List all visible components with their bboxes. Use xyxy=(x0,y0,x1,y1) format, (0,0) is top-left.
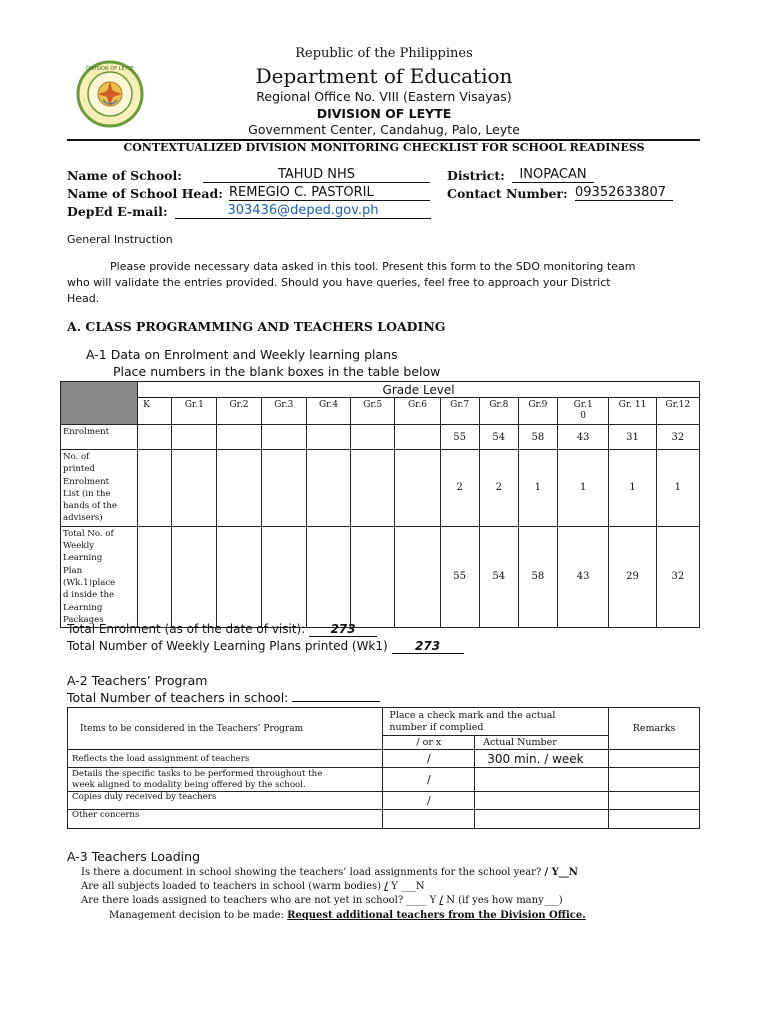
a3-question-1 xyxy=(81,867,578,878)
instruction-line-3: Head. xyxy=(67,292,100,305)
total-enrolment-line xyxy=(67,622,377,637)
grade-header: Gr.2 xyxy=(217,398,261,425)
col-header-check-line2: number if complied xyxy=(389,721,484,733)
printed-list-cell[interactable] xyxy=(351,450,395,527)
total-wlp-line xyxy=(67,639,464,654)
printed-list-cell[interactable] xyxy=(138,450,172,527)
enrolment-cell[interactable] xyxy=(306,425,350,450)
section-a-title: A. CLASS PROGRAMMING AND TEACHERS LOADING xyxy=(67,319,446,334)
table-row-printed-list xyxy=(61,450,700,527)
table-row xyxy=(68,810,700,829)
printed-list-cell[interactable]: 2 xyxy=(479,450,518,527)
enrolment-cell[interactable]: 55 xyxy=(440,425,479,450)
school-label: Name of School: xyxy=(67,168,182,183)
grade-header: K xyxy=(138,398,172,425)
a3-q2-rest[interactable]: Y ___N xyxy=(391,881,425,892)
teachers-program-table xyxy=(67,707,700,829)
decision-label: Management decision to be made: xyxy=(109,910,284,921)
col-header-items: Items to be considered in the Teachers’ Program xyxy=(68,708,383,750)
a2-total-line xyxy=(67,690,380,705)
grade-header: Gr.6 xyxy=(395,398,440,425)
program-item: Copies duly received by teachers xyxy=(68,792,383,810)
grade-header: Gr. 11 xyxy=(609,398,656,425)
wlp-cell[interactable]: 55 xyxy=(440,526,479,627)
row-label-line: Weekly xyxy=(63,541,95,552)
enrolment-cell[interactable]: 31 xyxy=(609,425,656,450)
row-label-line: No. of xyxy=(63,452,90,462)
grade-header: Gr.3 xyxy=(261,398,306,425)
wlp-cell[interactable]: 32 xyxy=(656,526,699,627)
col-header-mark: / or x xyxy=(383,736,475,750)
row-label-line: Packages xyxy=(63,614,104,625)
program-actual[interactable]: 300 min. / week xyxy=(475,750,609,768)
republic-line: Republic of the Philippines xyxy=(295,46,473,61)
form-title: CONTEXTUALIZED DIVISION MONITORING CHECKLIST FOR SCHOOL READINESS xyxy=(123,141,645,154)
total-enrolment-value[interactable]: 273 xyxy=(309,622,377,637)
wlp-cell[interactable] xyxy=(172,526,217,627)
department-title: Department of Education xyxy=(255,64,513,88)
region-line: Regional Office No. VIII (Eastern Visayas) xyxy=(256,89,512,104)
program-mark[interactable]: / xyxy=(383,768,475,792)
col-header-remarks: Remarks xyxy=(609,708,700,750)
printed-list-cell[interactable] xyxy=(261,450,306,527)
table-row xyxy=(68,792,700,810)
grade-header: Gr.8 xyxy=(479,398,518,425)
instruction-heading: General Instruction xyxy=(67,233,173,246)
row-label-line: Learning xyxy=(63,602,103,613)
printed-list-cell[interactable]: 1 xyxy=(656,450,699,527)
program-remarks[interactable] xyxy=(609,792,700,810)
enrolment-cell[interactable] xyxy=(172,425,217,450)
total-wlp-label: Total Number of Weekly Learning Plans printed (Wk1) xyxy=(67,639,388,653)
wlp-cell[interactable]: 43 xyxy=(557,526,608,627)
printed-list-cell[interactable] xyxy=(172,450,217,527)
program-remarks[interactable] xyxy=(609,750,700,768)
a3-question-3 xyxy=(81,895,563,906)
program-item: Reflects the load assignment of teachers xyxy=(68,750,383,768)
table-row xyxy=(68,750,700,768)
grade-header: Gr.7 xyxy=(440,398,479,425)
a3-q2-text: Are all subjects loaded to teachers in school (warm bodies) xyxy=(81,881,382,892)
a3-title: A-3 Teachers Loading xyxy=(67,849,201,864)
grade-header-10-line2: 0 xyxy=(580,411,586,421)
school-value: TAHUD NHS xyxy=(203,168,430,183)
enrolment-cell[interactable] xyxy=(261,425,306,450)
grade-level-header: Grade Level xyxy=(138,382,700,398)
table-row-enrolment xyxy=(61,425,700,450)
row-label-line: hands of the xyxy=(63,501,117,512)
grade-header: Gr.4 xyxy=(306,398,350,425)
contact-label: Contact Number: xyxy=(447,186,568,201)
program-item-line: week aligned to modality being offered by the school. xyxy=(72,779,306,790)
decision-value[interactable]: Request additional teachers from the Division Office. xyxy=(287,910,586,921)
wlp-cell[interactable] xyxy=(261,526,306,627)
program-mark[interactable] xyxy=(383,810,475,829)
row-label-line: printed xyxy=(63,464,95,475)
row-label-line: advisers) xyxy=(63,513,103,524)
grade-header: Gr.5 xyxy=(351,398,395,425)
enrolment-cell[interactable] xyxy=(217,425,261,450)
row-label-printed-list xyxy=(61,450,138,527)
a2-total-label: Total Number of teachers in school: xyxy=(67,690,289,705)
printed-list-cell[interactable]: 2 xyxy=(440,450,479,527)
program-actual[interactable] xyxy=(475,792,609,810)
total-wlp-value[interactable]: 273 xyxy=(392,639,464,654)
email-value-field xyxy=(175,203,431,219)
row-label-line: Enrolment xyxy=(63,476,110,487)
col-header-check-line1: Place a check mark and the actual xyxy=(389,709,556,721)
printed-list-cell[interactable]: 1 xyxy=(518,450,557,527)
a1-subtitle: Place numbers in the blank boxes in the table below xyxy=(113,364,441,379)
management-decision xyxy=(109,910,586,921)
grade-header-10-line1: Gr.1 xyxy=(573,400,593,410)
program-mark[interactable]: / xyxy=(383,792,475,810)
email-label: DepEd E-mail xyxy=(67,204,163,219)
a3-q3-rest[interactable]: N (if yes how many___) xyxy=(446,895,563,906)
division-line: DIVISION OF LEYTE xyxy=(316,106,452,121)
row-label-line: Plan xyxy=(63,565,83,576)
total-enrolment-label: Total Enrolment (as of the date of visit): xyxy=(67,622,306,636)
col-header-actual: Actual Number xyxy=(475,736,609,750)
program-item: Other concerns xyxy=(68,810,383,829)
wlp-cell[interactable]: 58 xyxy=(518,526,557,627)
address-line: Government Center, Candahug, Palo, Leyte xyxy=(248,122,520,137)
row-label-line: d inside the xyxy=(63,590,115,601)
printed-list-cell[interactable] xyxy=(217,450,261,527)
wlp-cell[interactable]: 29 xyxy=(609,526,656,627)
a3-q3-text: Are there loads assigned to teachers who are not yet in school? ____ Y xyxy=(81,895,437,906)
contact-value-field xyxy=(575,185,673,201)
a2-title: A-2 Teachers’ Program xyxy=(67,673,208,688)
a1-title: A-1 Data on Enrolment and Weekly learning plans xyxy=(86,347,398,362)
a3-question-2 xyxy=(81,881,425,892)
enrolment-cell[interactable]: 32 xyxy=(656,425,699,450)
instruction-line-1: Please provide necessary data asked in this tool. Present this form to the SDO monitoring team xyxy=(110,260,636,273)
a3-q1-answer[interactable]: / Y__N xyxy=(544,867,578,878)
a2-total-value[interactable] xyxy=(292,701,380,702)
a3-q1-text: Is there a document in school showing the teachers’ load assignments for the school year? xyxy=(81,867,542,878)
wlp-cell[interactable]: 54 xyxy=(479,526,518,627)
enrolment-cell[interactable]: 43 xyxy=(557,425,608,450)
district-label: District: xyxy=(447,168,505,183)
row-label-line: Total No. of xyxy=(63,528,114,539)
program-mark[interactable]: / xyxy=(383,750,475,768)
wlp-cell[interactable] xyxy=(217,526,261,627)
head-value: REMEGIO C. PASTORIL xyxy=(229,186,430,201)
program-remarks[interactable] xyxy=(609,810,700,829)
email-value[interactable]: 303436@deped.gov.ph xyxy=(175,204,431,219)
enrolment-cell[interactable] xyxy=(138,425,172,450)
a3-q2-mark[interactable]: / xyxy=(384,881,388,892)
enrolment-cell[interactable] xyxy=(395,425,440,450)
program-item-line: Details the specific tasks to be performed throughout the xyxy=(72,768,323,779)
instruction-line-2: who will validate the entries provided. Should you have queries, feel free to approach your District xyxy=(67,276,611,289)
row-label-line: (Wk.1)place xyxy=(63,577,116,588)
wlp-cell[interactable] xyxy=(395,526,440,627)
head-label: Name of School Head: xyxy=(67,186,223,201)
district-value: INOPACAN xyxy=(512,168,594,183)
row-label-line: List (in the xyxy=(63,488,111,499)
svg-text:DIVISION OF LEYTE: DIVISION OF LEYTE xyxy=(86,66,134,72)
row-label-wlp xyxy=(61,526,138,627)
a3-q3-mark[interactable]: / xyxy=(439,895,444,906)
wlp-cell[interactable] xyxy=(138,526,172,627)
enrolment-cell[interactable]: 58 xyxy=(518,425,557,450)
printed-list-cell[interactable] xyxy=(395,450,440,527)
grade-header-row xyxy=(61,398,700,425)
printed-list-cell[interactable]: 1 xyxy=(609,450,656,527)
table-corner-cell xyxy=(61,382,138,425)
grade-header: Gr.1 xyxy=(172,398,217,425)
enrolment-cell[interactable] xyxy=(351,425,395,450)
row-label-line: Learning xyxy=(63,553,103,564)
program-actual[interactable] xyxy=(475,768,609,792)
email-label-wrap: DepEd E-mail: xyxy=(67,204,168,219)
grade-header: Gr.9 xyxy=(518,398,557,425)
printed-list-cell[interactable] xyxy=(306,450,350,527)
grade-header-10 xyxy=(557,398,608,425)
table-row xyxy=(68,768,700,792)
grade-header: Gr.12 xyxy=(656,398,699,425)
table-row-wlp xyxy=(61,526,700,627)
program-remarks[interactable] xyxy=(609,768,700,792)
school-value-field xyxy=(203,167,430,183)
col-header-check xyxy=(383,708,609,736)
program-actual[interactable] xyxy=(475,810,609,829)
district-value-field xyxy=(512,167,594,183)
wlp-cell[interactable] xyxy=(306,526,350,627)
enrolment-table xyxy=(60,381,700,628)
wlp-cell[interactable] xyxy=(351,526,395,627)
head-value-field xyxy=(229,185,430,201)
printed-list-cell[interactable]: 1 xyxy=(557,450,608,527)
enrolment-cell[interactable]: 54 xyxy=(479,425,518,450)
contact-value: 09352633807 xyxy=(575,186,673,201)
program-item xyxy=(68,768,383,792)
row-label: Enrolment xyxy=(61,425,138,450)
